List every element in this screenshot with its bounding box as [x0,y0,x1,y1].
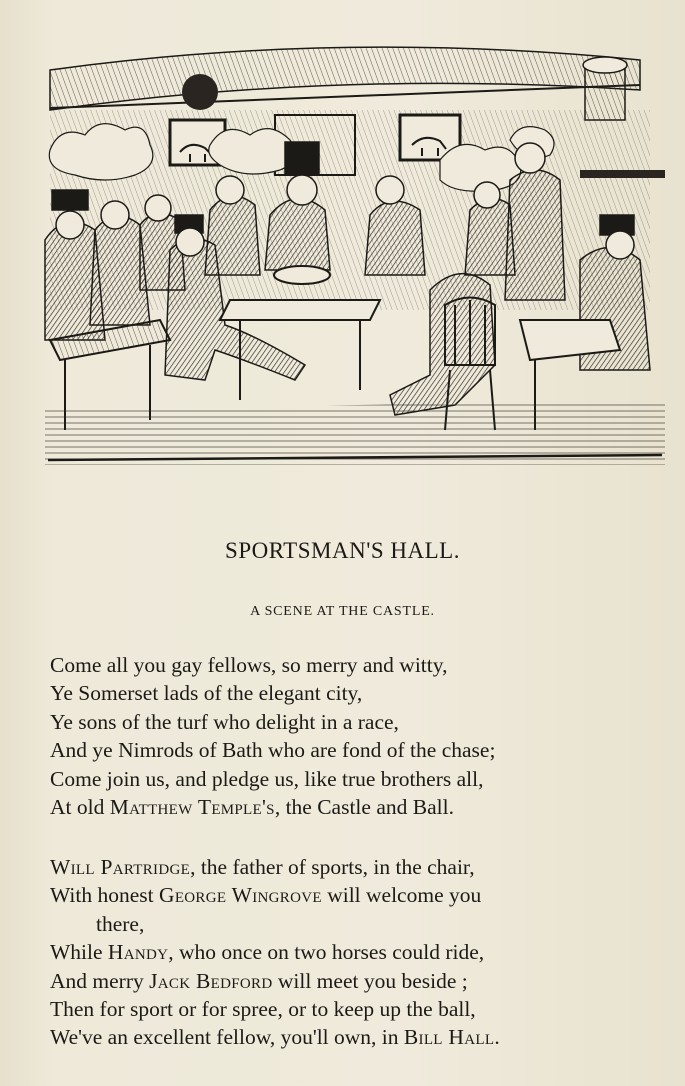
proper-name: Bill Hall [403,1025,495,1050]
stanza-1 [50,651,670,821]
tavern-scene-engraving [40,30,668,470]
verse-text: And merry [50,968,150,993]
verse-text: While [50,940,108,965]
verse-line: Then for sport or for spree, or to keep up the ball, [50,997,476,1022]
verse-text: will welcome you [321,883,482,908]
verse-text: We've an excellent fellow, you'll own, in [50,1025,404,1050]
verse-line [50,1023,670,1051]
verse-line-continuation: there, [96,911,145,936]
stanza-2 [50,853,670,1052]
verse-line [50,881,670,909]
proper-name: Matthew Temple's [109,795,275,820]
verse-text: At old [50,795,110,820]
hanging-lamp [182,74,218,110]
proper-name: George Wingrove [159,883,322,908]
verse-text: will meet you beside ; [272,968,468,993]
poem-subtitle: A SCENE AT THE CASTLE. [250,604,435,619]
verse-line: And ye Nimrods of Bath who are fond of the chase; [50,738,496,763]
verse-text: , the Castle and Ball. [274,795,454,820]
verse-text: , who once on two horses could ride, [168,940,485,965]
verse-line: Come all you gay fellows, so merry and witty, [50,653,448,677]
poem-title: SPORTSMAN'S HALL. [225,538,460,563]
verse-line [50,853,670,881]
verse-line [50,793,670,821]
verse-line [50,938,670,966]
proper-name: Jack Bedford [149,968,273,993]
proper-name: Handy [107,940,169,965]
verse-text: . [494,1025,500,1050]
verse-text: , the father of sports, in the chair, [190,855,475,879]
verse-line: Ye Somerset lads of the elegant city, [50,681,363,706]
verse-line [50,967,670,995]
verse-text: With honest [50,883,160,908]
verse-line: Ye sons of the turf who delight in a race, [50,709,399,734]
verse-line: Come join us, and pledge us, like true brothers all, [50,766,484,791]
proper-name: Will Partridge [50,855,191,879]
